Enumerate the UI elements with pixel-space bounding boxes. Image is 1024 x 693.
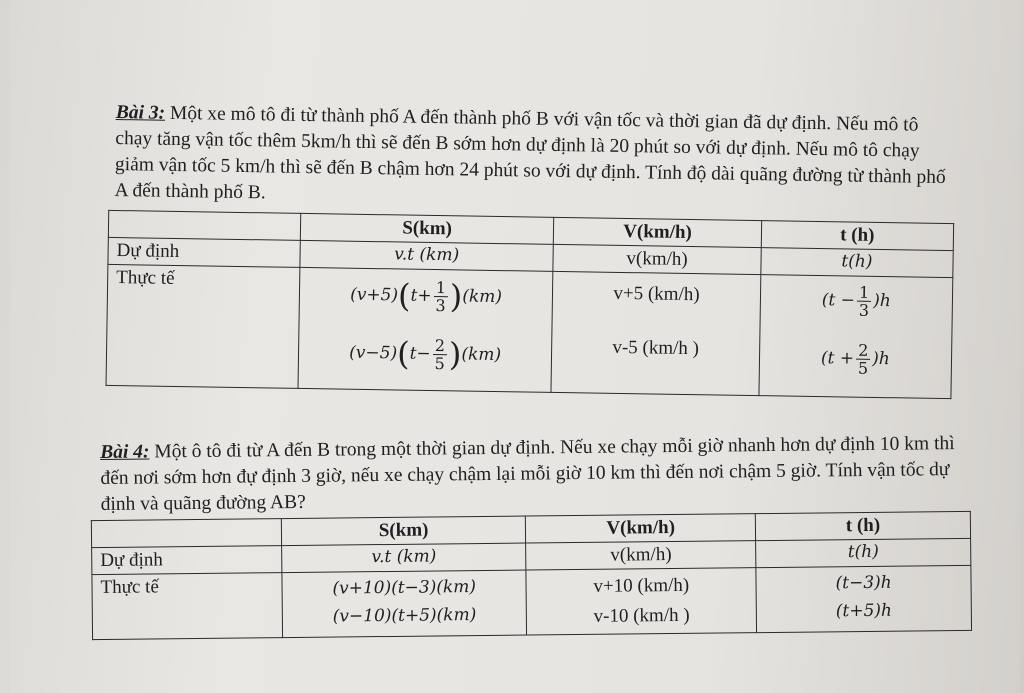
header-v: V(km/h): [526, 514, 756, 543]
problem-4-label: Bài 4:: [100, 441, 150, 463]
expr-s2-inner: t−: [409, 343, 431, 364]
problem-3-table: [106, 210, 955, 399]
row-label-actual: Thực tế: [92, 573, 283, 640]
row-label-actual: Thực tế: [106, 264, 300, 388]
cell-t-planned: t(h): [761, 248, 954, 278]
s-faster: (v+10)(t−3)(km): [332, 577, 477, 599]
frac-num: 1: [435, 277, 447, 297]
t1-post: )h: [872, 290, 891, 312]
fraction-one-third: [433, 279, 448, 314]
t2-post: )h: [872, 348, 890, 370]
paren-open: (: [396, 334, 410, 373]
frac-den: 5: [857, 358, 869, 378]
paren-close: ): [448, 335, 462, 374]
expr-s1-inner: t+: [410, 285, 432, 306]
t-faster: (t−3)h: [835, 572, 892, 594]
fraction-two-fifths: [856, 341, 871, 376]
row-label-planned: Dự định: [108, 237, 300, 267]
table-row-actual: [106, 264, 953, 398]
t1-pre: (t −: [821, 290, 856, 311]
frac-den: 5: [434, 353, 445, 373]
paper-sheet: [10, 0, 1020, 693]
cell-t-actual: [756, 565, 972, 632]
expr-s1-unit: (km): [462, 286, 503, 308]
cell-t-planned: t(h): [756, 538, 971, 567]
problem-3: [112, 100, 956, 399]
cell-s-planned: v.t (km): [282, 543, 527, 573]
paren-close: ): [449, 277, 463, 316]
cell-v-planned: v(km/h): [526, 541, 756, 570]
expr-s-slower: [303, 330, 548, 378]
cell-t-actual: [759, 275, 953, 399]
paren-open: (: [397, 276, 411, 315]
table-row-actual: [92, 565, 972, 639]
expr-t-slower: [767, 335, 943, 382]
t2-pre: (t +: [820, 348, 855, 369]
fraction-one-third: [857, 283, 872, 318]
header-empty: [91, 519, 281, 548]
frac-den: 3: [435, 295, 446, 315]
cell-v-actual: [551, 271, 760, 395]
cell-v-planned: v(km/h): [553, 244, 761, 274]
header-s: S(km): [300, 213, 554, 244]
v-faster: v+5 (km/h): [613, 282, 700, 306]
cell-s-actual: [282, 570, 527, 638]
t-slower: (t+5)h: [835, 600, 893, 622]
frac-num: 1: [858, 282, 870, 302]
header-v: V(km/h): [554, 217, 762, 247]
v-slower: v-5 (km/h ): [612, 336, 700, 360]
header-t: t (h): [755, 511, 970, 540]
problem-3-statement: [114, 100, 956, 217]
fraction-two-fifths: [432, 337, 447, 372]
problem-4-statement: [100, 431, 971, 518]
v-faster: v+10 (km/h): [593, 574, 690, 597]
header-t: t (h): [761, 221, 954, 251]
expr-s2-left: (v−5): [349, 342, 398, 364]
header-empty: [108, 210, 300, 240]
problem-4: [100, 431, 972, 640]
expr-t-faster: [768, 277, 944, 324]
expr-s1-left: (v+5): [350, 284, 399, 306]
problem-4-table: [91, 511, 972, 640]
frac-den: 3: [858, 300, 870, 320]
expr-s-faster: [304, 272, 549, 320]
problem-3-text: Một xe mô tô đi từ thành phố A đến thành phố B với vận tốc và thời gian đã dự định. Nếu mô tô chạy tăng vận tốc thêm 5km/h thì sẽ đến B sớm hơn dự định là 20 phút so với dự định. Nếu mô tô chạy giảm vận tốc 5 km/h thì sẽ đến B chậm hơn 24 phút so với dự định. Tính độ dài quãng đường từ thành phố A đến thành phố B.: [114, 102, 946, 204]
v-slower: v-10 (km/h ): [593, 604, 690, 627]
cell-s-planned: v.t (km): [300, 240, 554, 271]
frac-num: 2: [858, 340, 869, 360]
problem-4-text: Một ô tô đi từ A đến B trong một thời gian dự định. Nếu xe chạy mỗi giờ nhanh hơn dự định 10 km thì đến nơi sớm hơn đự định 3 giờ, nếu xe chạy chậm lại mỗi giờ 10 km thì đến nơi chậm 5 giờ. Tính vận tốc dự định và quãng đường AB?: [100, 433, 955, 515]
frac-num: 2: [434, 335, 446, 355]
problem-3-label: Bài 3:: [115, 101, 166, 124]
s-slower: (v−10)(t+5)(km): [332, 605, 477, 627]
cell-v-actual: [526, 568, 756, 635]
header-s: S(km): [281, 516, 526, 546]
expr-s2-unit: (km): [461, 344, 502, 366]
cell-s-actual: [298, 267, 553, 392]
row-label-planned: Dự định: [92, 546, 282, 575]
